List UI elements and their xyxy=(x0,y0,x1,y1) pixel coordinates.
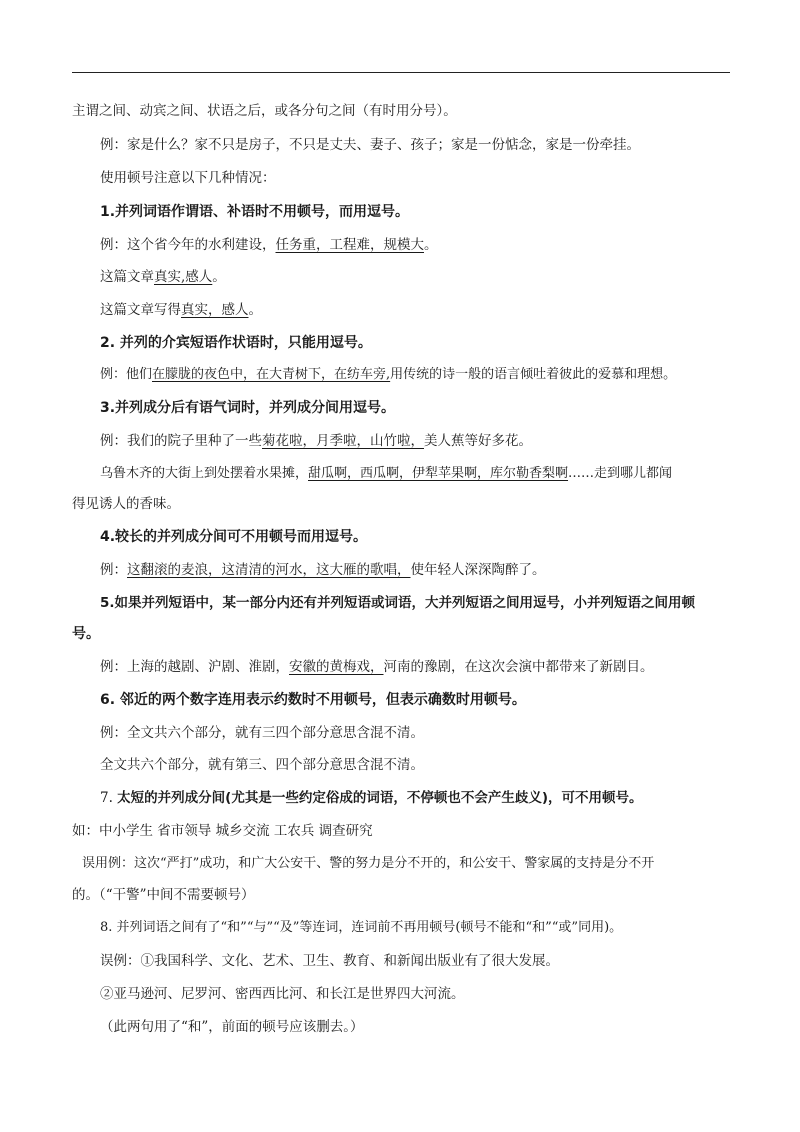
example-text: 例：我们的院子里种了一些 xyxy=(100,433,262,449)
example-line: 误用例：这次“严打”成功，和广大公安干、警的努力是分不开的，和公安干、警家属的支持是分不开 xyxy=(82,856,655,871)
rule-heading-1: 1.并列词语作谓语、补语时不用顿号，而用逗号。 xyxy=(100,204,410,220)
underlined-phrase: 甜瓜啊，西瓜啊，伊犁苹果啊，库尔勒香梨啊 xyxy=(308,466,569,481)
example-line: 得见诱人的香味。 xyxy=(72,496,180,512)
example-line: 例：全文共六个部分，就有三四个部分意思含混不清。 xyxy=(100,725,424,741)
underlined-phrase: 真实，感人 xyxy=(181,302,249,318)
underlined-phrase: 菊花啦，月季啦，山竹啦， xyxy=(262,433,424,449)
example-line xyxy=(100,432,532,450)
example-text: 这篇文章 xyxy=(100,269,154,285)
underlined-phrase: 真实,感人 xyxy=(154,269,213,285)
example-text: ……走到哪儿都闻 xyxy=(568,466,673,481)
paragraph-line: 主谓之间、动宾之间、状语之后，或各分句之间（有时用分号）。 xyxy=(72,103,457,119)
example-text: 例：他们 xyxy=(100,367,153,382)
example-line: ②亚马逊河、尼罗河、密西西比河、和长江是世界四大河流。 xyxy=(100,986,465,1002)
rule-heading-6: 6. 邻近的两个数字连用表示约数时不用顿号，但表示确数时用顿号。 xyxy=(100,692,526,708)
example-line: 如：中小学生 省市领导 城乡交流 工农兵 调查研究 xyxy=(72,823,373,839)
heading-number: 7. xyxy=(100,790,118,806)
example-text: 。 xyxy=(248,302,262,318)
example-line xyxy=(100,658,654,676)
paragraph-line: 使用顿号注意以下几种情况： xyxy=(100,170,276,186)
example-line xyxy=(100,366,676,384)
example-line xyxy=(100,236,438,254)
underlined-phrase: 安徽的黄梅戏， xyxy=(289,659,384,675)
example-text: 例：这个省今年的水利建设， xyxy=(100,237,276,253)
example-text: 这篇文章写得 xyxy=(100,302,181,318)
rule-heading-4: 4.较长的并列成分间可不用顿号而用逗号。 xyxy=(100,529,368,545)
example-line: 全文共六个部分，就有第三、四个部分意思含混不清。 xyxy=(100,757,424,773)
example-line: 误例：①我国科学、文化、艺术、卫生、教育、和新闻出版业有了很大发展。 xyxy=(100,953,559,969)
example-text: 例：上海的越剧、沪剧、淮剧， xyxy=(100,659,289,675)
example-text: 例： xyxy=(100,562,127,578)
rule-heading-5: 5.如果并列短语中，某一部分内还有并列短语或词语，大并列短语之间用逗号，小并列短语之间用顿 xyxy=(100,595,696,611)
example-line xyxy=(100,465,672,483)
heading-text: 太短的并列成分间(尤其是一些约定俗成的词语，不停顿也不会产生歧义)，可不用顿号。 xyxy=(117,790,643,806)
example-text: 使年轻人深深陶醉了。 xyxy=(410,562,546,578)
example-text: 。 xyxy=(424,237,438,253)
example-line xyxy=(100,561,546,579)
example-text: 。 xyxy=(212,269,226,285)
rule-heading-8: 8. 并列词语之间有了“和”“与”“及”等连词，连词前不再用顿号(顿号不能和“和”“或”同用)。 xyxy=(100,920,623,935)
example-line xyxy=(100,301,262,319)
rule-heading-7 xyxy=(100,789,643,807)
example-text: 河南的豫剧，在这次会演中都带来了新剧目。 xyxy=(383,659,654,675)
rule-heading-3: 3.并列成分后有语气词时，并列成分间用逗号。 xyxy=(100,400,396,416)
underlined-phrase: 在朦胧的夜色中，在大青树下，在纺车旁, xyxy=(152,367,391,382)
underlined-phrase: 任务重，工程难，规模大 xyxy=(275,237,424,253)
rule-heading-2: 2. 并列的介宾短语作状语时，只能用逗号。 xyxy=(100,335,372,351)
example-text: 乌鲁木齐的大街上到处摆着水果摊， xyxy=(100,466,309,481)
example-line: 的。（“干警”中间不需要顿号） xyxy=(72,887,255,903)
example-text: 美人蕉等好多花。 xyxy=(424,433,532,449)
example-line: 例：家是什么？家不只是房子，不只是丈夫、妻子、孩子；家是一份惦念，家是一份牵挂。 xyxy=(100,137,640,153)
example-line: （此两句用了“和”，前面的顿号应该删去。） xyxy=(100,1019,364,1035)
example-text: 用传统的诗一般的语言倾吐着彼此的爱慕和理想。 xyxy=(390,367,677,382)
rule-heading-5-cont: 号。 xyxy=(72,626,100,642)
underlined-phrase: 这翻滚的麦浪，这清清的河水，这大雁的歌唱， xyxy=(127,562,411,578)
example-line xyxy=(100,268,226,286)
header-rule xyxy=(72,72,730,73)
